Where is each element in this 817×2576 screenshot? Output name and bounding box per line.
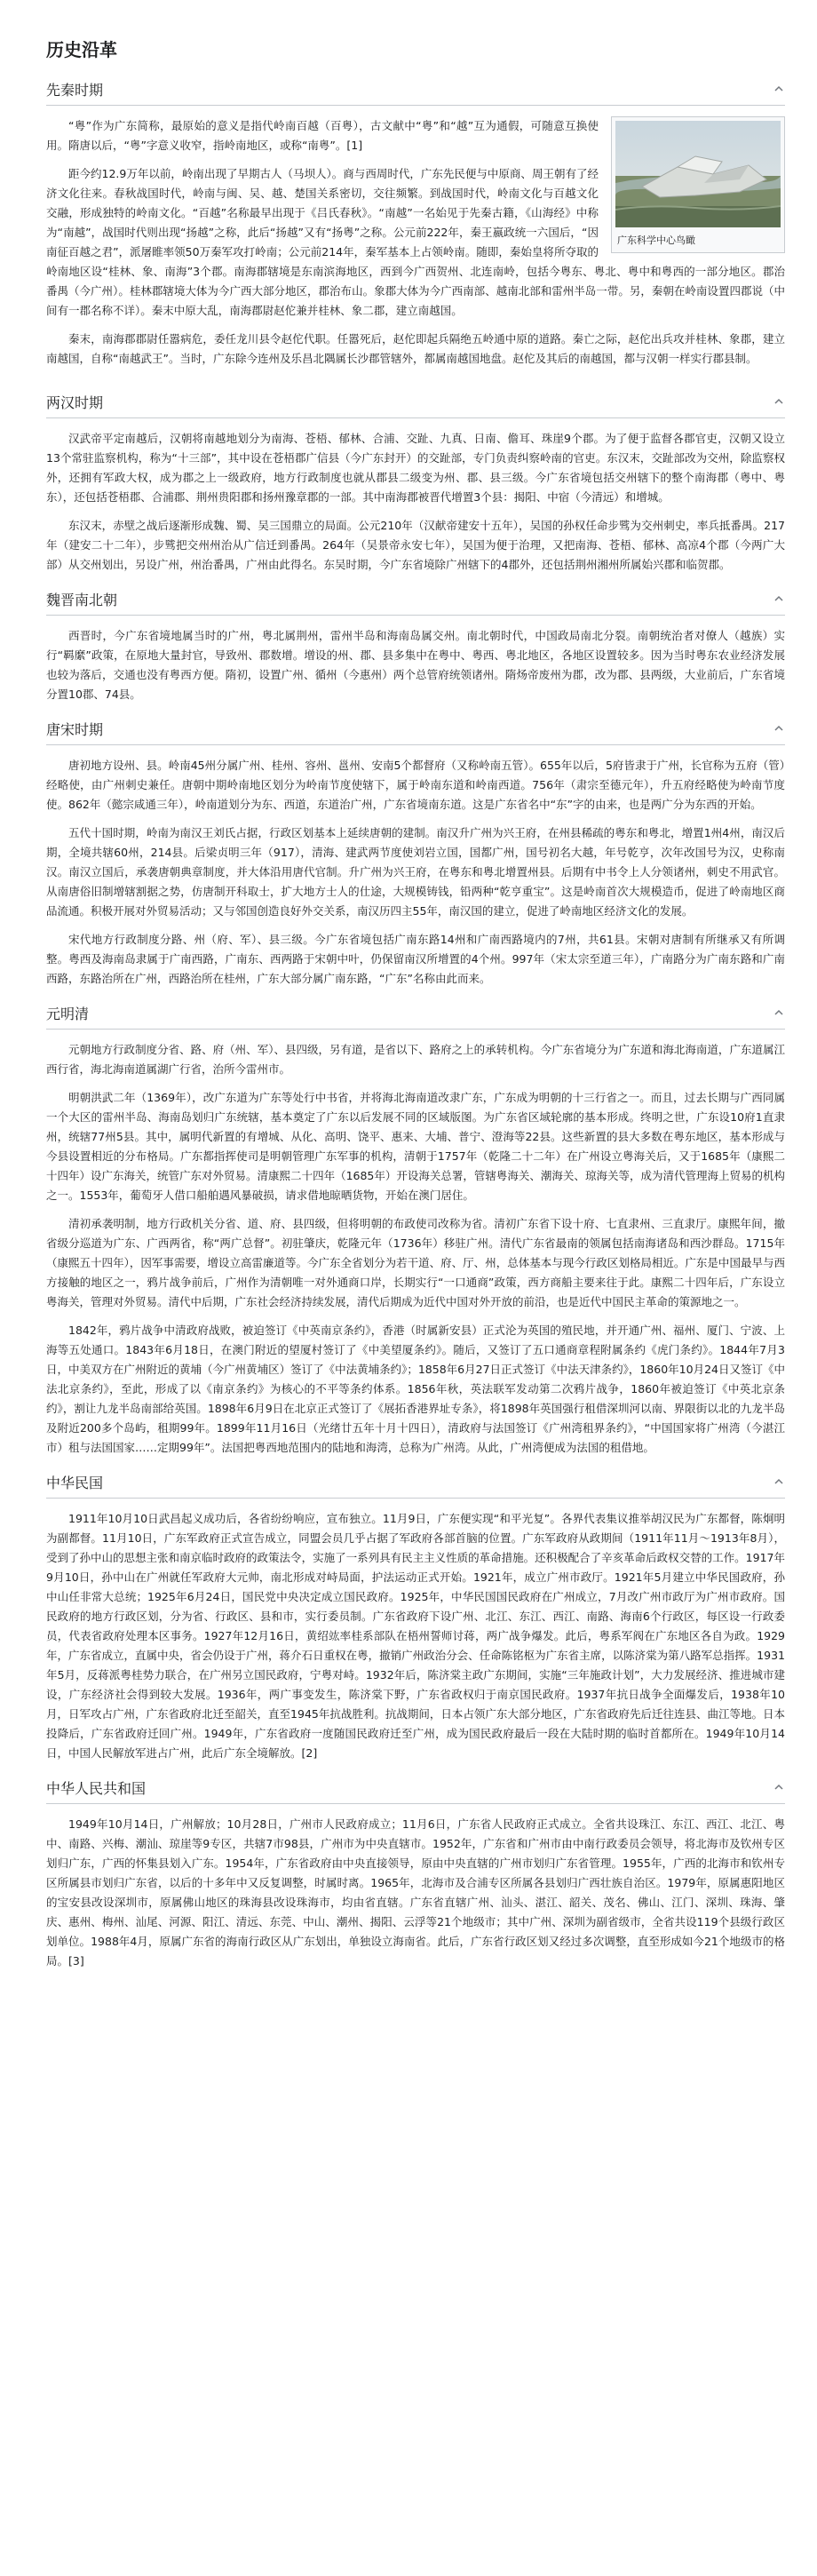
section-header[interactable] [46,999,785,1030]
paragraph: 1842年，鸦片战争中清政府战败，被迫签订《中英南京条约》，香港（时属新安县）正式沦为英国的殖民地，并开通广州、福州、厦门、宁波、上海等五处通口。1843年6月18日，在澳门附近的望厦村签订了《中美望厦条约》。随后，又签订了五口通商章程附属条约《虎门条约》。1844年7月3日，中美双方在广州附近的黄埔（今广州黄埔区）签订了《中法黄埔条约》；1858年6月27日正式签订《中法天津条约》，1860年10月24日又签订《中法北京条约》，至此，形成了以《南京条约》为核心的不平等条约体系。1856年秋，英法联军发动第二次鸦片战争，1860年被迫签订《中英北京条约》，割让九龙半岛南部给英国。1898年6月9日在北京正式签订了《展拓香港界址专条》，将1898年英国强行租借深圳河以南、界限街以北的九龙半岛及附近200多个岛屿，租期99年。1899年11月16日（光绪廿五年十月十四日），清政府与法国签订《广州湾租界条约》，“中国国家将广州湾（今湛江市）租与法国国家……定期99年”。法国把粤西地范围内的陆地和海湾，总称为广州湾。从此，广州湾便成为法国的租借地。 [46,1324,785,1454]
paragraph: 五代十国时期，岭南为南汉王刘氏占据，行政区划基本上延续唐朝的建制。南汉升广州为兴王府，在州县稀疏的粤东和粤北，增置1州4州，南汉后期，全境共辖60州，214县。后梁贞明三年（917），清海、建武两节度使刘岩立国，国都广州，国号初名大越，年号乾亨，次年改国号为汉，史称南汉。南汉立国后，承袭唐朝典章制度，并大体沿用唐代官制。升广州为兴王府，在粤东和粤北增置州县。后期有中书令上人分领诸州，刺史不用武官。从南唐俗旧制增辖割据之势，仿唐制开科取士，扩大地方士人的仕途，大规模铸钱，铅两种“乾亨重宝”。这是岭南首次大规模造币，促进了岭南地区商品流通。积极开展对外贸易活动；又与邻国创造良好外交关系，南汉历四主55年，南汉国的建立，促进了岭南地区经济文化的发展。 [46,826,785,918]
section-heading: 唐宋时期 [46,721,104,738]
history-section [46,585,785,704]
section-header[interactable] [46,1468,785,1499]
history-section [46,999,785,1458]
paragraph: 汉武帝平定南越后，汉朝将南越地划分为南海、苍梧、郁林、合浦、交趾、九真、日南、儋耳、珠崖9个郡。为了便于监督各郡官吏，汉朝又设立13个常驻监察机构，称为“十三部”，其中设在苍梧郡广信县（今广东封开）的交趾部，专门负责纠察岭南的官吏。东汉末，交趾部改为交州，除监察权外，还拥有军政大权，成为郡之上一级政府，地方行政制度也就从郡县二级变为州、郡、县三级。今广东省境包括交州辖下的整个南海郡（粤中、粤东），还包括苍梧郡、合浦郡、荆州贵阳郡和扬州豫章郡的一部。其中南海郡被晋代增置3个县：揭阳、中宿（今清远）和增城。 [46,432,785,504]
paragraph: 明朝洪武二年（1369年），改广东道为广东等处行中书省，并将海北海南道改隶广东，广东成为明朝的十三行省之一。而且，过去长期与广西同属一个大区的雷州半岛、海南岛划归广东统辖，基本奠定了广东以后发展不同的区域版图。为广东省区域轮廓的基本形成。终明之世，广东设10府1直隶州，统辖77州5县。其中，属明代新置的有增城、从化、高明、饶平、惠来、大埔、普宁、澄海等22县。这些新置的县大多数在粤东地区，基本形成与今县设置相近的分布格局。广东都指挥使司是明朝管理广东军事的机构，清朝于1757年（乾隆二十二年）在广州设立粤海关后，又于1685年（康熙二十四年）设广东海关，统管广东对外贸易。清康熙二十四年（1685年）开设海关总署，管辖粤海关、潮海关、琼海关等，成为清代管理海上贸易的机构之一。1553年，葡萄牙人借口船舶遇风暴破损，请求借地晾晒货物，开始在澳门居住。 [46,1091,785,1202]
chevron-up-icon[interactable] [773,1476,785,1489]
section-body [46,429,785,575]
history-section [46,76,785,378]
section-body [46,756,785,989]
history-section [46,1468,785,1763]
section-heading: 中华民国 [46,1475,104,1491]
paragraph: 1911年10月10日武昌起义成功后，各省纷纷响应，宣布独立。11月9日，广东便实现“和平光复”。各界代表集议推举胡汉民为广东都督，陈炯明为副都督。11月10日，广东军政府正式宣告成立，同盟会员几乎占据了军政府各部首脑的位置。广东军政府从政期间（1911年11月～1913年8月），受到了孙中山的思想主张和南京临时政府的政策法令，实施了一系列具有民主主义性质的革命措施。还积极配合了辛亥革命后政权交替的工作。1917年9月10日，孙中山在广州就任军政府大元帅，南北形成对峙局面，护法运动正式开始。1921年，成立广州市政厅。1921年5月建立中华民国政府，孙中山任非常大总统；1925年6月24日，国民党中央决定成立国民政府。1925年，中华民国国民政府在广州成立，7月改广州市政厅为广州市政府。国民政府的地方行政区划，分为省、行政区、县和市，实行委员制。广东省政府下设广州、北江、东江、西江、南路、海南6个行政区，每区设一行政委员，代表省政府处理本区事务。1927年12月16日，黄绍竑率桂系部队在梧州誓师讨蒋，两广战争爆发。此后，粤系军阀在广东地区各自为政。1929年，广东省成立，直属中央，省会仍设于广州，蒋介石日重权在粤，撤销广州政治分会、任命陈铭枢为广东省主席，以陈济棠为第八路军总指挥。1931年5月，反蒋派粤桂势力联合，在广州另立国民政府，宁粤对峙。1932年后，陈济棠主政广东期间，实施“三年施政计划”，大力发展经济、推进城市建设，广东经济社会得到较大发展。1936年，两广事变发生，陈济棠下野，广东省政权归于南京国民政府。1937年抗日战争全面爆发后，1938年10月，日军攻占广州，广东省政府北迁至韶关，直至1945年抗战胜利。抗战期间，日本占领广东大部分地区，广东省政府先后迁往连县、曲江等地。日本投降后，广东省政府迁回广州。1949年，广东省政府一度随国民政府迁至广州，成为国民政府最后一段在大陆时期的临时首都所在。1949年10月14日，中国人民解放军进占广州，此后广东全境解放。[2] [46,1512,785,1760]
chevron-up-icon[interactable] [773,593,785,606]
paragraph: 宋代地方行政制度分路、州（府、军）、县三级。今广东省境包括广南东路14州和广南西路境内的7州，共61县。宋朝对唐制有所继承又有所调整。粤西及海南岛隶属于广南西路，广南东、西两路于宋朝中叶，仍保留南汉所增置的4个州。997年（宋太宗至道三年），广南路分为广南东路和广南西路，东路治所在广州，西路治所在桂州，广东大部分属广南东路，“广东”名称由此而来。 [46,933,785,985]
section-header[interactable] [46,585,785,616]
section-body [46,1815,785,1971]
section-body [46,1040,785,1458]
section-body [46,116,785,378]
paragraph: 清初承袭明制，地方行政机关分省、道、府、县四级，但将明朝的布政使司改称为省。清初广东省下设十府、七直隶州、三直隶厅。康熙年间，撤省级分巡道为广东、广西两省，称“两广总督”。初驻肇庆，乾隆元年（1736年）移驻广州。清代广东省最南的领属包括南海诸岛和西沙群岛。1715年（康熙五十四年），因军事需要，增设立高雷廉道等。今广东全省划分为若干道、府、厅、州，总体基本与现今行政区划格局相近。广东是中国最早与西方接触的地区之一，鸦片战争前后，广州作为清朝唯一对外通商口岸，长期实行“一口通商”政策，西方商船主要来往于此。康熙二十四年后，广东设立粤海关，管理对外贸易。清代中后期，广东社会经济持续发展，清代后期成为近代中国对外开放的前沿，也是近代中国民主革命的策源地之一。 [46,1217,785,1308]
chevron-up-icon[interactable] [773,723,785,735]
chevron-up-icon[interactable] [773,1007,785,1020]
history-section [46,1774,785,1971]
section-body [46,626,785,704]
chevron-up-icon[interactable] [773,83,785,96]
section-heading: 魏晋南北朝 [46,592,118,608]
section-heading: 两汉时期 [46,394,104,411]
science-center-aerial-image[interactable] [615,121,781,227]
section-heading: 中华人民共和国 [46,1780,147,1797]
paragraph: 西晋时，今广东省境地属当时的广州，粤北属荆州，雷州半岛和海南岛属交州。南北朝时代，中国政局南北分裂。南朝统治者对僚人（越族）实行“羁縻”政策，在原地大量封官，导致州、郡数增。增设的州、郡、县多集中在粤中、粤西、粤北地区，各地区设置较多。因为当时粤东农业经济发展也较为落后，交通也没有粤西方便。隋初，设置广州、循州（今惠州）两个总管府统领诸州。隋炀帝废州为郡，改为郡、县两级，大业前后，广东省境分置10郡、74县。 [46,629,785,701]
paragraph: “粤”作为广东简称，最原始的意义是指代岭南百越（百粤），古文献中“粤”和“越”互为通假，可随意互换使用。隋唐以后，“粤”字意义收窄，指岭南地区，或称“南粤”。[1] [46,119,599,152]
paragraph: 东汉末，赤壁之战后逐渐形成魏、蜀、吴三国鼎立的局面。公元210年（汉献帝建安十五年），吴国的孙权任命步骘为交州刺史，率兵抵番禺。217年（建安二十二年），步骘把交州州治从广信迁到番禺。264年（吴景帝永安七年），吴国为便于治理，又把南海、苍梧、郁林、高凉4个郡（今两广大部）从交州划出，另设广州，州治番禺，广州由此得名。东吴时期，今广东省境除广州辖下的4郡外，还包括荆州湘州所属始兴郡和临贺郡。 [46,519,785,571]
section-header[interactable] [46,1774,785,1804]
page-title: 历史沿革 [46,39,117,60]
sections-container [46,76,785,1971]
paragraph: 1949年10月14日，广州解放；10月28日，广州市人民政府成立；11月6日，广东省人民政府正式成立。全省共设珠江、东江、西江、北江、粤中、南路、兴梅、潮汕、琼崖等9专区，共辖7市98县，广州市为中央直辖市。1952年，广东省和广州市由中南行政委员会领导，将北海市及钦州专区划归广东，广西的怀集县划入广东。1954年，广东省政府由中央直接领导，原由中央直辖的广州市划归广东省管理。1955年，广西的北海市和钦州专区所属县市划归广东省，以后的十多年中又反复调整，时属时离。1965年，北海市及合浦专区所属各县划归广西壮族自治区。1979年，原属惠阳地区的宝安县改设深圳市，原属佛山地区的珠海县改设珠海市，均由省直辖。广东省直辖广州、汕头、湛江、韶关、茂名、佛山、江门、深圳、珠海、肇庆、惠州、梅州、汕尾、河源、阳江、清远、东莞、中山、潮州、揭阳、云浮等21个地级市；其中广州、深圳为副省级市，全省共设119个县级行政区划单位。1988年4月，原属广东省的海南行政区从广东划出，单独设立海南省。此后，广东省行政区划又经过多次调整，直至形成如今21个地级市的格局。[3] [46,1817,785,1968]
section-heading: 先秦时期 [46,82,104,99]
history-section [46,715,785,989]
paragraph: 距今约12.9万年以前，岭南出现了早期古人（马坝人）。商与西周时代，广东先民便与中原商、周王朝有了经济文化往来。春秋战国时代，岭南与闽、吴、越、楚国关系密切，交往频繁。到战国时代，岭南文化与百越文化交融，形成独特的岭南文化。“百越”名称最早出现于《吕氏春秋》。“南越”一名始见于先秦古籍，《山海经》中称为“南越”，战国时代则出现“扬越”之称，此后“扬越”又有“扬粤”之称。公元前222年，秦王嬴政统一六国后，“因南征百越之君”，派屠睢率领50万秦军攻打岭南；公元前214年，秦军基本上占领岭南。随即，秦始皇将所夺取的岭南地区设“桂林、象、南海”3个郡。南海郡辖境是东南滨海地区，西到今广西贺州、北连南岭，包括今粤东、粤北、粤中和粤西的一部分地区。郡治番禺（今广州）。桂林郡辖境大体为今广西大部分地区，郡治布山。象郡大体为今广西南部、越南北部和雷州半岛一带。另，秦朝在岭南设置四郡说（中间有一郡名称不详）。秦末中原大乱，南海郡尉赵佗兼并桂林、象二郡，建立南越国。 [46,167,785,317]
section-header[interactable] [46,388,785,418]
section-body [46,1509,785,1763]
section-header[interactable] [46,715,785,745]
figure [611,116,785,253]
section-header[interactable] [46,76,785,106]
paragraph: 秦末，南海郡郡尉任嚣病危，委任龙川县令赵佗代职。任嚣死后，赵佗即起兵隔绝五岭通中原的道路。秦亡之际，赵佗出兵攻并桂林、象郡，建立南越国，自称“南越武王”。当时，广东除今连州及乐昌北隅属长沙郡管辖外，都属南越国地盘。赵佗及其后的南越国，都与汉朝一样实行郡县制。 [46,332,785,365]
chevron-up-icon[interactable] [773,396,785,409]
chevron-up-icon[interactable] [773,1782,785,1794]
section-heading: 元明清 [46,1006,90,1022]
paragraph: 唐初地方设州、县。岭南45州分属广州、桂州、容州、邕州、安南5个都督府（又称岭南五管）。655年以后，5府皆隶于广州，长官称为五府（管）经略使，由广州刺史兼任。唐朝中期岭南地区划分为岭南节度使辖下，属于岭南东道和岭南西道。756年（肃宗至德元年），升五府经略使为岭南节度使。862年（懿宗咸通三年），岭南道划分为东、西道，东道治广州，广东省境南东道。这是广东省名中“东”字的由来，也是两广分为东西的开始。 [46,759,785,811]
paragraph: 元朝地方行政制度分省、路、府（州、军）、县四级，另有道，是省以下、路府之上的承转机构。今广东省境分为广东道和海北海南道，广东道属江西行省，海北海南道属湖广行省，治所今雷州市。 [46,1043,785,1076]
figure-caption: 广东科学中心鸟瞰 [617,235,695,246]
history-section [46,388,785,575]
